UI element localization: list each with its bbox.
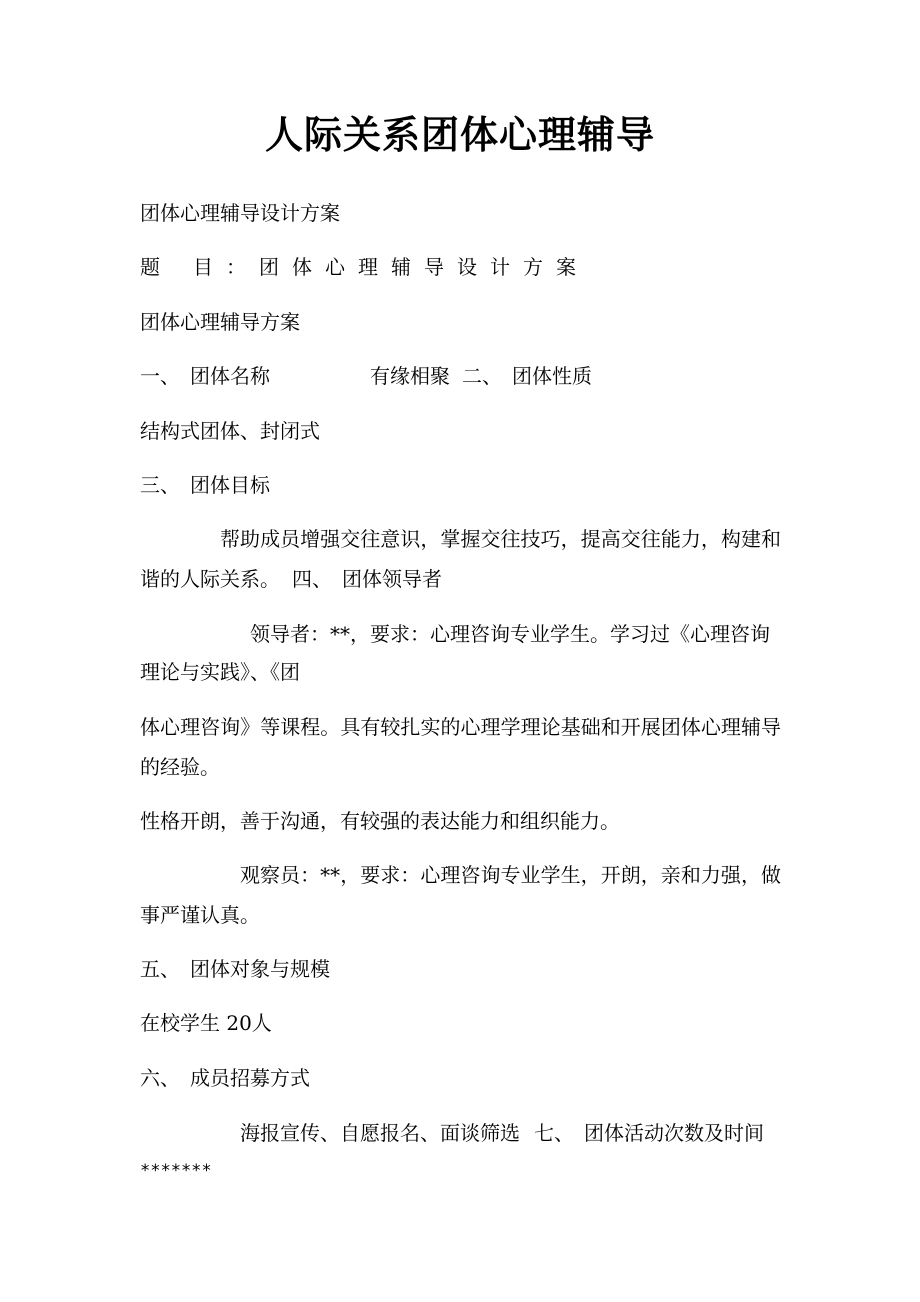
section-5-heading	[140, 949, 330, 989]
section-3-text: 帮助成员增强交往意识，掌握交往技巧，提高交往能力，构建和谐的人际关系。	[140, 527, 781, 591]
section-7-value: *******	[140, 1161, 212, 1181]
section-3-heading	[140, 465, 270, 505]
section-1-title: 团体名称	[190, 364, 270, 388]
section-7-title: 团体活动次数及时间	[584, 1121, 764, 1145]
section-3-label: 三、	[140, 473, 180, 497]
plan-heading: 团体心理辅导方案	[140, 310, 300, 334]
section-6-heading	[140, 1058, 310, 1098]
section-3-title: 团体目标	[190, 473, 270, 497]
section-3-paragraph	[140, 519, 781, 599]
section-4-title: 团体领导者	[342, 567, 442, 591]
topic-label-2: 目：	[193, 255, 259, 279]
subtitle: 团体心理辅导设计方案	[140, 201, 340, 225]
section-4-label: 四、	[292, 567, 332, 591]
leader-paragraph-2: 体心理咨询》等课程。具有较扎实的心理学理论基础和开展团体心理辅导的经验。	[140, 715, 781, 779]
topic-label: 题	[140, 255, 173, 279]
observer-paragraph: 观察员：**，要求：心理咨询专业学生，开朗，亲和力强，做事严谨认真。	[140, 863, 781, 927]
section-6-label: 六、	[140, 1066, 180, 1090]
section-6-value: 海报宣传、自愿报名、面谈筛选	[240, 1121, 520, 1145]
section-5-value: 在校学生 20人	[140, 1011, 272, 1035]
section-2-value: 结构式团体、封闭式	[140, 419, 320, 443]
section-1-line	[140, 356, 592, 396]
topic-value: 团体心理辅导设计方案	[259, 255, 589, 279]
section-1-value: 有缘相聚	[370, 364, 450, 388]
leader-paragraph-3: 性格开朗，善于沟通，有较强的表达能力和组织能力。	[140, 809, 620, 833]
section-2-label: 二、	[462, 364, 502, 388]
section-7-label: 七、	[534, 1121, 574, 1145]
section-6-paragraph	[140, 1113, 781, 1153]
section-2-title: 团体性质	[512, 364, 592, 388]
topic-line	[140, 247, 589, 287]
leader-line-1: 领导者：**，要求：心理咨询专业学生。学习过《心理咨询	[250, 622, 770, 646]
leader-line-2: 理论与实践》、《团	[140, 660, 300, 684]
section-1-label: 一、	[140, 364, 180, 388]
section-5-title: 团体对象与规模	[190, 957, 330, 981]
section-5-label: 五、	[140, 957, 180, 981]
section-6-title: 成员招募方式	[190, 1066, 310, 1090]
document-title: 人际关系团体心理辅导	[264, 112, 655, 157]
